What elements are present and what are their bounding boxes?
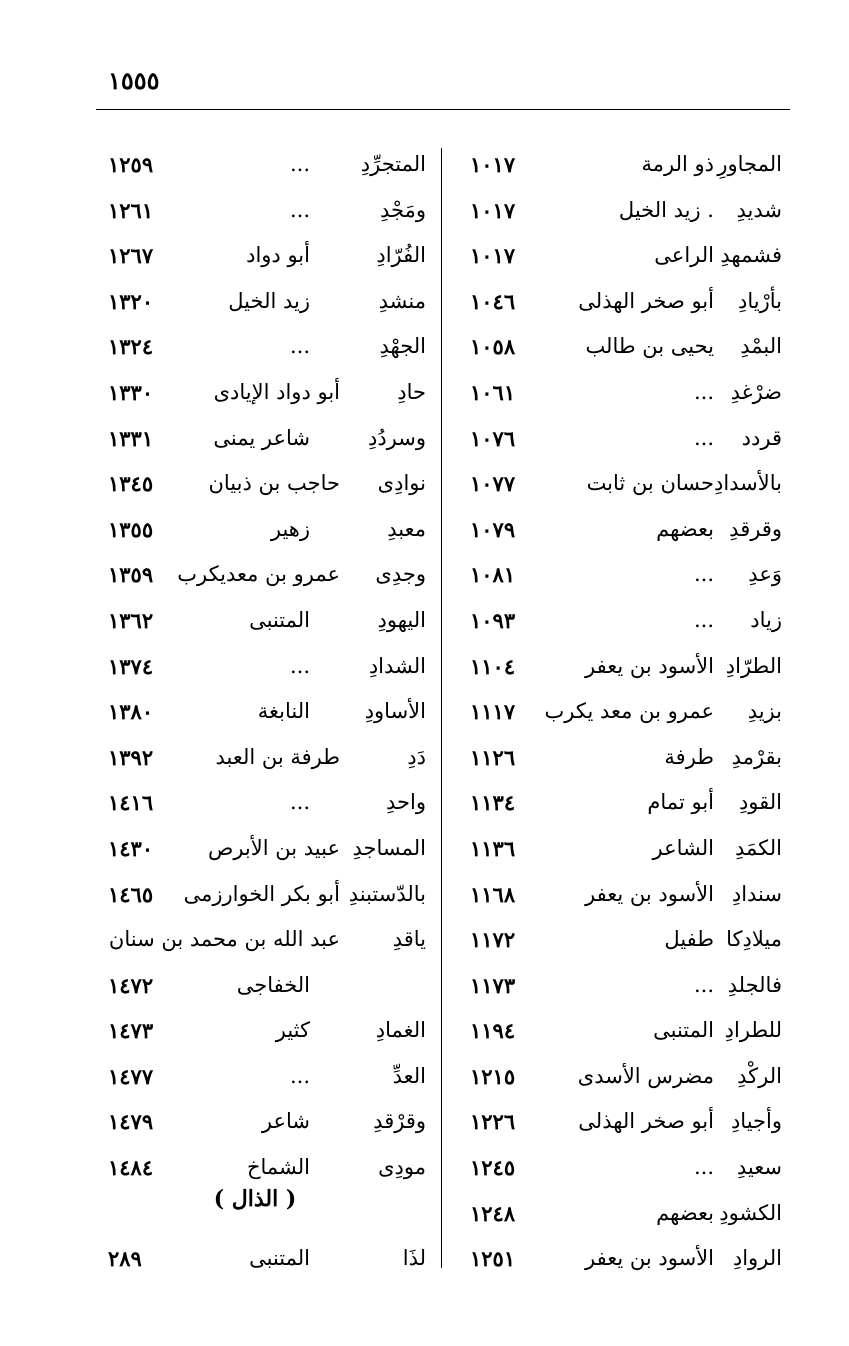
index-entry <box>462 146 792 192</box>
index-entry <box>462 830 792 876</box>
entry-word: شديدِ <box>736 197 782 222</box>
entry-page: ١١١٧ <box>470 699 516 725</box>
index-entry <box>106 967 436 1013</box>
entry-word: بقرْمدِ <box>731 744 782 769</box>
index-entry <box>106 1103 436 1149</box>
index-entry <box>462 283 792 329</box>
entry-word: الجهْدِ <box>379 334 426 359</box>
entry-page: ١٢٢٦ <box>470 1109 516 1135</box>
index-entry <box>462 1149 792 1195</box>
index-entry <box>462 556 792 602</box>
index-entry <box>462 1058 792 1104</box>
entry-page: ١٠٦١ <box>470 379 516 405</box>
entry-poet: ... <box>289 152 310 176</box>
index-entry <box>462 602 792 648</box>
entry-word: واحدِ <box>386 790 426 815</box>
entry-word: الأساودِ <box>364 699 426 724</box>
entry-word: وَعدِ <box>748 562 782 587</box>
entry-word: الفُرّادِ <box>376 243 426 268</box>
entry-word: منشدِ <box>378 288 426 313</box>
entry-word: الركْدِ <box>737 1063 782 1088</box>
entry-poet: بعضهم <box>656 516 714 541</box>
entry-word: المساجدِ <box>352 835 426 860</box>
entry-word: الشدادِ <box>368 653 426 678</box>
entry-word: وجدِى <box>375 562 426 587</box>
entry-poet: عمرو بن معد يكرب <box>544 699 714 724</box>
index-entry <box>106 420 436 466</box>
entry-poet: زهير <box>270 516 310 541</box>
entry-page: ١٢٤٨ <box>470 1200 516 1226</box>
entry-word: الكمَدِ <box>735 835 782 860</box>
right-column <box>462 146 792 1286</box>
entry-poet: الخفاجى <box>236 972 310 997</box>
entry-page: ١١٧٢ <box>470 927 516 953</box>
entry-word: قردد <box>741 425 782 450</box>
entry-poet: أبو دواد <box>246 243 310 268</box>
index-entry <box>106 830 436 876</box>
entry-word: نوادِى <box>377 471 426 496</box>
entry-poet: طرفة <box>664 744 714 769</box>
index-entry <box>462 693 792 739</box>
index-entry <box>462 739 792 785</box>
entry-word: فالجلدِ <box>727 972 782 997</box>
entry-word: المتجرِّدِ <box>360 152 426 176</box>
entry-word: دَدِ <box>407 744 426 769</box>
index-entry <box>106 876 436 922</box>
index-entry <box>106 237 436 283</box>
index-entry <box>462 967 792 1013</box>
index-entry <box>106 739 436 785</box>
entry-poet: الشماخ <box>246 1155 310 1180</box>
entry-poet: المتنبى <box>653 1018 714 1043</box>
entry-poet: ... <box>693 562 714 587</box>
index-entry <box>106 1012 436 1058</box>
entry-poet: ... <box>289 790 310 815</box>
entry-page: ١٤٧٧ <box>108 1063 154 1089</box>
entry-word: وقرقدِ <box>729 516 782 541</box>
entry-word: بالدّستبندِ <box>348 881 426 906</box>
entry-word: ياقدِ <box>392 927 426 952</box>
index-entry <box>106 602 436 648</box>
entry-poet: طرفة بن العبد <box>215 744 340 769</box>
entry-page: ١٤٦٥ <box>108 881 154 907</box>
entry-word: زياد <box>750 607 782 632</box>
entry-word: الروادِ <box>732 1246 782 1271</box>
entry-page: ١١٩٤ <box>470 1018 516 1044</box>
entry-poet: عبيد بن الأبرص <box>207 835 340 860</box>
entry-poet: المتنبى <box>249 607 310 632</box>
index-entry <box>106 374 436 420</box>
entry-page: ١٠٨١ <box>470 562 516 588</box>
entry-poet: كثير <box>275 1018 310 1043</box>
entry-poet: الشاعر <box>652 835 714 860</box>
index-entry <box>462 1103 792 1149</box>
index-entry <box>106 511 436 557</box>
entry-page: ١٠٤٦ <box>470 288 516 314</box>
section-heading: ( الذال ) <box>213 1186 297 1212</box>
index-entry <box>106 921 436 967</box>
entry-word: وقرْقدِ <box>373 1109 426 1134</box>
entry-poet: عبد الله بن محمد بن سنان <box>108 927 340 952</box>
entry-word: الكشودِ <box>719 1200 782 1225</box>
entry-page: ١٣٥٥ <box>108 516 154 542</box>
entry-poet: الأسود بن يعفر <box>585 1246 714 1271</box>
entry-poet: ... <box>289 1063 310 1088</box>
entry-poet: أبو صخر الهذلى <box>578 288 714 313</box>
entry-page: ١٠٧٧ <box>470 471 516 497</box>
entry-page: ١٣٤٥ <box>108 471 154 497</box>
entry-word: للطرادِ <box>724 1018 782 1043</box>
entry-word: مودِى <box>378 1155 426 1180</box>
index-entry <box>462 420 792 466</box>
index-entry <box>462 237 792 283</box>
entry-word: بزيدِ <box>747 699 782 724</box>
entry-poet: ... <box>693 425 714 450</box>
index-entry <box>462 328 792 374</box>
entry-page: ١٢٤٥ <box>470 1155 516 1181</box>
entry-poet: أبو دواد الإيادى <box>213 379 340 404</box>
index-entry <box>106 556 436 602</box>
index-entry <box>462 921 792 967</box>
entry-word: حادِ <box>397 379 426 404</box>
entry-page: ١٢٥٩ <box>108 152 154 177</box>
entry-poet: زيد الخيل <box>228 288 310 313</box>
entry-word: البمْدِ <box>740 334 782 359</box>
left-column <box>106 146 436 1286</box>
index-entry <box>106 328 436 374</box>
entry-page: ١٣٢٤ <box>108 334 154 360</box>
entry-page: ١١٢٦ <box>470 744 516 770</box>
index-entry <box>462 1012 792 1058</box>
entry-page: ١٣٩٢ <box>108 744 154 770</box>
entry-poet: أبو صخر الهذلى <box>578 1109 714 1134</box>
index-entry <box>106 465 436 511</box>
entry-word: فشمهدِ <box>720 243 782 268</box>
entry-word: ومَجْدِ <box>380 197 426 222</box>
entry-poet: ... <box>693 607 714 632</box>
entry-page: ١٣٣٠ <box>108 379 154 405</box>
entry-poet: المتنبى <box>249 1246 310 1271</box>
entry-page: ١٤١٦ <box>108 790 154 816</box>
entry-poet: ... <box>693 379 714 404</box>
entry-poet: أبو تمام <box>647 790 714 815</box>
entry-page: ١٠٧٩ <box>470 516 516 542</box>
entry-poet: ... <box>693 1155 714 1180</box>
entry-poet: أبو بكر الخوارزمى <box>183 881 340 906</box>
entry-poet: . زيد الخيل <box>618 197 714 222</box>
entry-page: ١١٣٤ <box>470 790 516 816</box>
entry-page: ١٤٧٩ <box>108 1109 154 1135</box>
entry-page: ١٢٦١ <box>108 197 154 223</box>
entry-poet: ... <box>289 653 310 678</box>
entry-page: ١٣٣١ <box>108 425 154 451</box>
index-entry <box>462 192 792 238</box>
entry-page: ١٣٨٠ <box>108 699 154 725</box>
index-entry <box>462 465 792 511</box>
index-entry <box>462 1195 792 1241</box>
entry-page: ١٠١٧ <box>470 243 516 269</box>
index-entry <box>462 511 792 557</box>
entry-page: ١١٠٤ <box>470 653 516 679</box>
entry-word: القودِ <box>738 790 782 815</box>
index-entry <box>106 283 436 329</box>
entry-page: ١٤٨٤ <box>108 1155 154 1181</box>
entry-page: ١١٦٨ <box>470 881 516 907</box>
entry-page: ١٠٧٦ <box>470 425 516 451</box>
entry-word: العدِّ <box>392 1063 426 1088</box>
entry-poet: بعضهم <box>656 1200 714 1225</box>
entry-poet: شاعر <box>261 1109 310 1134</box>
page-number: ١٥٥٥ <box>108 66 160 95</box>
entry-page: ١٣٥٩ <box>108 562 154 588</box>
entry-poet: ... <box>289 197 310 222</box>
entry-poet: ... <box>693 972 714 997</box>
index-entry <box>462 876 792 922</box>
entry-poet: حسان بن ثابت <box>586 471 714 496</box>
entry-poet: طفيل <box>664 927 714 952</box>
index-entry <box>462 1240 792 1286</box>
entry-poet: مضرس الأسدى <box>577 1063 714 1088</box>
entry-poet: الراعى <box>654 243 714 268</box>
entry-page: ١٣٧٤ <box>108 653 154 679</box>
entry-page: ١٠١٧ <box>470 197 516 223</box>
entry-poet: النابغة <box>257 699 310 724</box>
index-entry <box>462 784 792 830</box>
entry-word: بأرْيادِ <box>738 288 782 313</box>
entry-poet: يحيى بن طالب <box>585 334 714 359</box>
entry-page: ١٠٥٨ <box>470 334 516 360</box>
entry-page: ١١٣٦ <box>470 835 516 861</box>
entry-page: ١٠٩٣ <box>470 607 516 633</box>
header-rule <box>96 109 790 110</box>
entry-page: ١٢٦٧ <box>108 243 154 269</box>
entry-word: سندادِ <box>731 881 782 906</box>
entry-word: سعيدِ <box>736 1155 782 1180</box>
entry-poet: عمرو بن معديكرب <box>177 562 340 587</box>
entry-page: ١١٧٣ <box>470 972 516 998</box>
entry-page: ١٢٥١ <box>470 1246 516 1272</box>
index-entry <box>106 784 436 830</box>
entry-poet: حاجب بن ذبيان <box>208 471 340 496</box>
entry-word: ميلادِكا <box>726 927 782 952</box>
entry-page: ١٣٦٢ <box>108 607 154 633</box>
entry-poet: ذو الرمة <box>641 152 714 176</box>
entry-word: وسردُدِ <box>367 425 426 450</box>
index-entry <box>106 648 436 694</box>
entry-word: الطرّادِ <box>725 653 782 678</box>
entry-word: وأجيادِ <box>730 1109 782 1134</box>
entry-poet: ... <box>289 334 310 359</box>
entry-poet: الأسود بن يعفر <box>585 653 714 678</box>
index-entry <box>106 693 436 739</box>
index-entry <box>462 374 792 420</box>
entry-word: المجاورِ <box>717 152 782 176</box>
entry-page: ٢٨٩ <box>108 1246 142 1272</box>
index-entry <box>106 1058 436 1104</box>
entry-page: ١٤٧٢ <box>108 972 154 998</box>
index-entry <box>106 1240 436 1286</box>
entry-word: لذَا <box>402 1246 426 1271</box>
index-entry <box>462 648 792 694</box>
entry-page: ١٤٣٠ <box>108 835 154 861</box>
entry-page: ١٠١٧ <box>470 152 516 177</box>
index-entry <box>106 146 436 192</box>
entry-page: ١٢١٥ <box>470 1063 516 1089</box>
entry-word: بالأسدادِ <box>713 471 782 496</box>
entry-word: ضرْغدِ <box>730 379 782 404</box>
entry-word: اليهودِ <box>377 607 426 632</box>
entry-page: ١٤٧٣ <box>108 1018 154 1044</box>
entry-page: ١٣٢٠ <box>108 288 154 314</box>
entry-word: معبدِ <box>387 516 426 541</box>
entry-word: الغمادِ <box>375 1018 426 1043</box>
index-entry <box>106 192 436 238</box>
column-divider <box>441 148 442 1268</box>
entry-poet: شاعر يمنى <box>213 425 310 450</box>
entry-poet: الأسود بن يعفر <box>585 881 714 906</box>
